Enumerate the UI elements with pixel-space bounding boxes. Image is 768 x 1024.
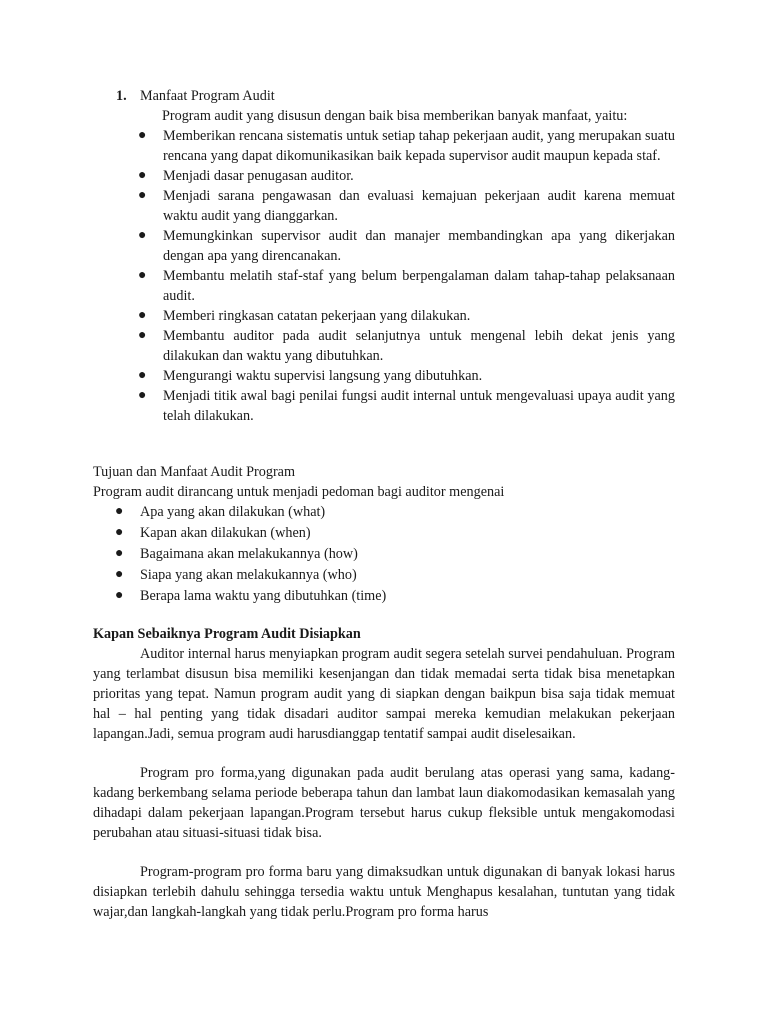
list-item-text: Membantu melatih staf-staf yang belum berpengalaman dalam tahap-tahap pelaksanaan audit.: [163, 268, 675, 304]
bullet-icon: ●: [138, 168, 147, 183]
list-item: [0, 166, 675, 186]
list-item: [0, 326, 675, 366]
bullet-icon: ●: [115, 588, 124, 603]
section-kapan-program-audit: [93, 624, 675, 922]
bullet-icon: ●: [115, 525, 124, 540]
section-heading: Kapan Sebaiknya Program Audit Disiapkan: [93, 626, 361, 642]
section-intro: Program audit dirancang untuk menjadi pedoman bagi auditor mengenai: [93, 484, 505, 500]
list-item: [0, 186, 675, 226]
list-item: [0, 544, 768, 565]
list-item: [0, 523, 768, 544]
list-item-text: Menjadi dasar penugasan auditor.: [163, 168, 354, 184]
list-item: [0, 502, 768, 523]
list-item-text: Memungkinkan supervisor audit dan manajer membandingkan apa yang dikerjakan dengan apa yang direncanakan.: [163, 228, 675, 264]
list-item: [0, 386, 675, 426]
bullet-icon: ●: [138, 388, 147, 403]
list-item-text: Memberi ringkasan catatan pekerjaan yang dilakukan.: [163, 308, 471, 324]
list-item-text: Memberikan rencana sistematis untuk setiap tahap pekerjaan audit, yang merupakan suatu rencana yang dapat dikomunikasikan baik kepada supervisor audit maupun kepada staf.: [163, 128, 675, 164]
bullet-icon: ●: [115, 546, 124, 561]
section-title: Manfaat Program Audit: [140, 88, 275, 104]
list-item-text: Berapa lama waktu yang dibutuhkan (time): [140, 588, 387, 604]
paragraph-spacer: [93, 843, 675, 862]
list-item-text: Siapa yang akan melakukannya (who): [140, 567, 357, 583]
section-manfaat-program-audit: [0, 86, 768, 424]
list-item-text: Menjadi sarana pengawasan dan evaluasi kemajuan pekerjaan audit karena memuat waktu audit yang dianggarkan.: [163, 188, 675, 224]
bullet-icon: ●: [138, 368, 147, 383]
list-item: [0, 226, 675, 266]
questions-list: [0, 502, 768, 607]
list-item: [0, 586, 768, 607]
bullet-icon: ●: [138, 308, 147, 323]
list-item: [0, 126, 675, 166]
benefits-list: [0, 126, 768, 426]
paragraph: Program pro forma,yang digunakan pada audit berulang atas operasi yang sama, kadang-kadang berkembang selama periode beberapa tahun dan lambat laun diakomodasikan kemasalah yang dihadapi dalam pekerjaan lapangan.Program tersebut harus cukup fleksible untuk mengakomodasi perubahan atau situasi-situasi tidak bisa.: [93, 765, 675, 841]
list-item-text: Kapan akan dilakukan (when): [140, 525, 311, 541]
paragraph-spacer: [93, 744, 675, 763]
list-item-text: Membantu auditor pada audit selanjutnya untuk mengenal lebih dekat jenis yang dilakukan dan waktu yang dibutuhkan.: [163, 328, 675, 364]
list-item-text: Bagaimana akan melakukannya (how): [140, 546, 358, 562]
section-tujuan-dan-manfaat: [0, 462, 768, 607]
list-item-text: Menjadi titik awal bagi penilai fungsi audit internal untuk mengevaluasi upaya audit yang telah dilakukan.: [163, 388, 675, 424]
list-item-text: Mengurangi waktu supervisi langsung yang dibutuhkan.: [163, 368, 483, 384]
paragraph: Program-program pro forma baru yang dimaksudkan untuk digunakan di banyak lokasi harus disiapkan terlebih dahulu sehingga tersedia waktu untuk Menghapus kesalahan, tuntutan yang tidak wajar,dan langkah-langkah yang tidak perlu.Program pro forma harus: [93, 864, 675, 920]
bullet-icon: ●: [115, 504, 124, 519]
bullet-icon: ●: [138, 128, 147, 143]
bullet-icon: ●: [138, 328, 147, 343]
bullet-icon: ●: [138, 188, 147, 203]
section-number: 1.: [116, 88, 127, 104]
list-item-text: Apa yang akan dilakukan (what): [140, 504, 326, 520]
bullet-icon: ●: [115, 567, 124, 582]
list-item: [0, 366, 675, 386]
section-heading: [0, 86, 768, 106]
list-item: [0, 306, 675, 326]
paragraph: Auditor internal harus menyiapkan program audit segera setelah survei pendahuluan. Program yang terlambat disusun bisa memiliki kesenjangan dan tidak memadai serta tidak bisa menetapkan prioritas yang tepat. Namun program audit yang di siapkan dengan baikpun bisa saja tidak memuat hal – hal penting yang tidak disadari auditor sampai mereka kemudian melakukan pekerjaan lapangan.Jadi, semua program audi harusdianggap tentatif sampai audit diselesaikan.: [93, 646, 675, 742]
list-item: [0, 565, 768, 586]
bullet-icon: ●: [138, 228, 147, 243]
bullet-icon: ●: [138, 268, 147, 283]
section-intro: Program audit yang disusun dengan baik bisa memberikan banyak manfaat, yaitu:: [162, 108, 628, 124]
list-item: [0, 266, 675, 306]
section-title: Tujuan dan Manfaat Audit Program: [93, 464, 296, 480]
